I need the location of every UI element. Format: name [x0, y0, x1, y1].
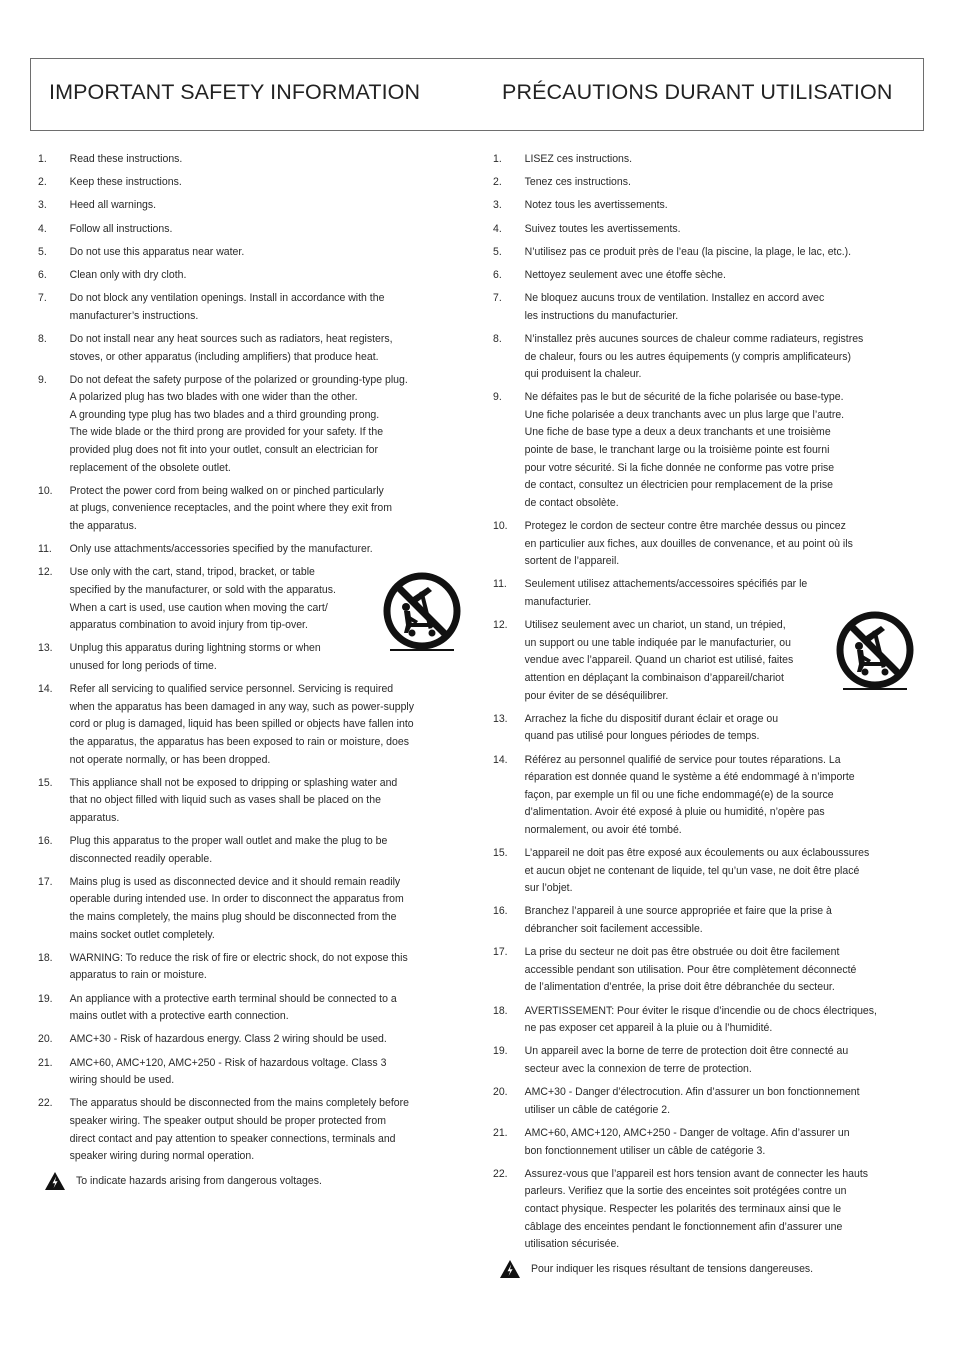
item-number: 1. [493, 153, 502, 165]
item-number: 3. [493, 199, 502, 212]
item-text [525, 903, 914, 938]
item-text-line: WARNING: To reduce the risk of fire or electric shock, do not expose this [69, 951, 408, 964]
item-text-line: Unplug this apparatus during lightning storms or when [69, 642, 321, 655]
item-text-line: Un appareil avec la borne de terre de protection doit être connecté au [524, 1045, 849, 1058]
item-number: 14. [38, 683, 53, 696]
item-text-line: pointe de base, le tranchant large ou la troisième pointe est fourni [524, 444, 830, 457]
item-text-line: A grounding type plug has two blades and a third grounding prong. [69, 408, 380, 421]
list-item [493, 845, 913, 898]
list-item [493, 1166, 913, 1254]
list-item [38, 483, 458, 536]
list-item [493, 1003, 913, 1038]
list-item [493, 267, 913, 285]
item-text-line: Plug this apparatus to the proper wall outlet and make the plug to be [69, 835, 388, 848]
item-text-line: speaker wiring. The speaker output should be proper protected from [69, 1114, 386, 1127]
item-number: 15. [493, 847, 508, 860]
list-item [493, 576, 913, 611]
english-voltage-warning [38, 1171, 458, 1197]
item-text-line: sortent de l’appareil. [524, 555, 620, 568]
item-text-line: ne pas exposer cet appareil à la pluie ou à l’humidité. [524, 1022, 773, 1035]
item-text [70, 174, 459, 192]
page-title-french: PRÉCAUTIONS DURANT UTILISATION [502, 80, 893, 104]
item-text-line: the apparatus. [69, 520, 137, 533]
item-text [525, 1043, 914, 1078]
item-text-line: LISEZ ces instructions. [524, 153, 633, 165]
list-item [493, 389, 913, 512]
item-number: 11. [493, 578, 507, 591]
item-text-line: AMC+60, AMC+120, AMC+250 - Danger de voltage. Afin d’assurer un [524, 1126, 850, 1139]
item-number: 8. [38, 332, 47, 345]
item-text [70, 681, 459, 769]
item-text [70, 290, 459, 325]
list-item [38, 244, 458, 262]
item-text-line: the mains completely, the mains plug should be disconnected from the [69, 911, 397, 924]
item-text-line: Mains plug is used as disconnected device and it should remain readily [69, 875, 401, 888]
item-number: 3. [38, 199, 47, 212]
list-item [38, 541, 458, 559]
item-text-line: The apparatus should be disconnected from the mains completely before [69, 1097, 409, 1110]
item-text-line: câblage des enceintes pendant le fonctionnement afin d’assurer une [524, 1220, 843, 1233]
item-text-line: de l’alimentation d’entrée, la prise doit être débranchée du secteur. [524, 981, 835, 994]
item-text-line: N’utilisez pas ce produit près de l’eau (la piscine, la plage, le lac, etc.). [524, 245, 852, 258]
item-number: 11. [38, 543, 52, 556]
item-number: 2. [38, 176, 47, 189]
item-text-line: operable during intended use. In order to disconnect the apparatus from [69, 893, 404, 906]
item-text-line: apparatus to rain or moisture. [69, 969, 207, 982]
list-item [493, 290, 913, 325]
item-text-line: An appliance with a protective earth terminal should be connected to a [69, 992, 397, 1005]
list-item [493, 1084, 913, 1119]
list-item [38, 950, 458, 985]
item-text [70, 541, 459, 559]
list-item [38, 1055, 458, 1090]
item-text-line: utilisation sécurisée. [524, 1238, 620, 1251]
item-text-line: Protect the power cord from being walked on or pinched particularly [69, 484, 384, 497]
item-text [525, 1084, 914, 1119]
english-instruction-list [38, 151, 458, 1166]
list-item [493, 197, 913, 215]
item-text [525, 174, 914, 192]
item-text-line: normalement, ou avoir été tombé. [524, 823, 682, 836]
item-number: 8. [493, 332, 502, 345]
item-text-line: accessible pendant son utilisation. Pour être complètement déconnecté [524, 963, 857, 976]
item-text-line: AMC+30 - Danger d’électrocution. Afin d’assurer un bon fonctionnement [524, 1086, 860, 1099]
item-number: 1. [38, 153, 47, 165]
list-item [38, 221, 458, 239]
item-number: 19. [493, 1045, 508, 1058]
item-text-line: when the apparatus has been damaged in any way, such as power-supply [69, 700, 415, 713]
item-text-line: d’alimentation. Avoir été exposé à pluie ou humidité, n’opère pas [524, 806, 825, 819]
item-text [525, 290, 914, 325]
french-instruction-list [493, 151, 913, 1254]
item-text [70, 221, 459, 239]
item-text-line: wiring should be used. [69, 1074, 175, 1087]
item-text-line: mains socket outlet completely. [69, 928, 215, 941]
item-number: 5. [493, 245, 502, 258]
item-text-line: This appliance shall not be exposed to dripping or splashing water and [69, 776, 398, 789]
item-text [525, 711, 914, 746]
item-text [70, 1031, 459, 1049]
item-text-line: stoves, or other apparatus (including amplifiers) that produce heat. [69, 350, 379, 363]
item-text-line: utiliser un câble de catégorie 2. [524, 1103, 671, 1116]
item-text-line: apparatus combination to avoid injury from tip-over. [69, 619, 308, 632]
item-text-line: Référez au personnel qualifié de service pour toutes réparations. La [524, 753, 841, 766]
item-number: 21. [38, 1056, 53, 1069]
item-number: 13. [493, 712, 508, 725]
item-number: 13. [38, 642, 53, 655]
item-text-line: Assurez-vous que l’appareil est hors tension avant de connecter les hauts [524, 1167, 869, 1180]
item-text [70, 991, 459, 1026]
item-text [70, 151, 459, 169]
item-text-line: Notez tous les avertissements. [524, 199, 668, 212]
item-text-line: bon fonctionnement utiliser un câble de catégorie 3. [524, 1144, 766, 1157]
item-text-line: Une fiche polarisée a deux tranchants avec un plus large que l’autre. [524, 408, 845, 421]
item-text-line: façon, par exemple un fil ou une fiche endommagé(e) de la source [524, 788, 834, 801]
item-text-line: de contact, consultez un électricien pour remplacement de la prise [524, 479, 833, 492]
item-text-line: not operate normally, or has been dropped. [69, 753, 271, 766]
page-title-english: IMPORTANT SAFETY INFORMATION [49, 80, 421, 104]
item-number: 4. [493, 222, 502, 235]
item-text-line: direct contact and pay attention to speaker connections, terminals and [69, 1132, 396, 1145]
list-item [493, 174, 913, 192]
item-number: 14. [493, 753, 508, 766]
item-text [525, 267, 914, 285]
item-number: 12. [493, 619, 508, 632]
item-text-line: qui produisent la chaleur. [524, 368, 642, 381]
item-text-line: contact physique. Respecter les polarités des terminaux ainsi que le [524, 1202, 842, 1215]
list-item [38, 775, 458, 828]
item-text-line: Only use attachments/accessories specified by the manufacturer. [69, 543, 373, 556]
item-text [525, 151, 914, 169]
list-item [493, 331, 913, 384]
item-text-line: pour éviter de se déséquilibrer. [524, 689, 669, 702]
item-number: 15. [38, 776, 53, 789]
item-text-line: that no object filled with liquid such as vases shall be placed on the [69, 794, 381, 807]
list-item [38, 874, 458, 944]
item-text-line: manufacturier. [524, 596, 592, 608]
item-text [70, 197, 459, 215]
item-text [525, 221, 914, 239]
item-text [70, 483, 459, 536]
list-item [38, 372, 458, 478]
item-text-line: réparation est donnée quand le système a été endommagé à n’importe [524, 771, 855, 784]
item-number: 20. [38, 1033, 53, 1046]
list-item [493, 151, 913, 169]
item-number: 4. [38, 222, 47, 235]
item-number: 18. [38, 951, 53, 964]
english-column [38, 151, 458, 1197]
item-text-line: Nettoyez seulement avec une étoffe sèche. [524, 268, 726, 281]
list-item [38, 151, 458, 169]
item-text [525, 576, 914, 611]
item-number: 16. [493, 905, 508, 918]
item-text [70, 874, 459, 944]
item-text-line: AMC+30 - Risk of hazardous energy. Class 2 wiring should be used. [69, 1033, 387, 1046]
item-number: 21. [493, 1126, 508, 1139]
high-voltage-warning-icon [499, 1259, 521, 1279]
item-text-line: un support ou une table indiquée par le manufacturier, ou [524, 636, 791, 649]
item-text-line: Heed all warnings. [69, 199, 157, 212]
item-number: 12. [38, 566, 53, 579]
item-number: 6. [38, 268, 47, 281]
item-number: 6. [493, 268, 502, 281]
item-text-line: Ne bloquez aucuns troux de ventilation. Installez en accord avec [524, 292, 825, 305]
item-text [525, 845, 914, 898]
item-text-line: Suivez toutes les avertissements. [524, 222, 681, 235]
item-text-line: N’installez près aucunes sources de chaleur comme radiateurs, registres [524, 332, 864, 345]
item-text-line: Ne défaites pas le but de sécurité de la fiche polarisée ou base-type. [524, 391, 844, 404]
item-text-line: La prise du secteur ne doit pas être obstruée ou doit être facilement [524, 946, 840, 959]
item-text-line: débrancher soit facilement accessible. [524, 923, 703, 936]
item-text-line: Clean only with dry cloth. [69, 268, 187, 281]
item-text-line: et aucun objet ne contenant de liquide, tel qu’un vase, ne doit être placé [524, 864, 860, 877]
list-item [38, 174, 458, 192]
item-text-line: en particulier aux fiches, aux douilles de convenance, et au point où ils [524, 537, 853, 550]
item-text [70, 833, 459, 868]
item-text-line: AMC+60, AMC+120, AMC+250 - Risk of hazardous voltage. Class 3 [69, 1056, 387, 1069]
item-text-line: Branchez l’appareil à une source appropriée et faire que la prise à [524, 905, 832, 918]
item-text [70, 244, 459, 262]
item-number: 16. [38, 835, 53, 848]
list-item [493, 711, 913, 746]
item-text-line: unused for long periods of time. [69, 659, 217, 672]
item-text [70, 372, 459, 478]
item-text-line: de chaleur, fours ou les autres équipements (y compris amplificateurs) [524, 350, 852, 363]
list-item [38, 833, 458, 868]
item-text-line: Une fiche de base type a deux a deux tranchants et une troisième [524, 426, 831, 439]
item-text-line: Do not use this apparatus near water. [69, 245, 245, 258]
item-text-line: Utilisez seulement avec un chariot, un stand, un trépied, [524, 619, 786, 632]
high-voltage-warning-icon [44, 1171, 66, 1191]
item-text-line: vendue avec l’appareil. Quand un chariot est utilisé, faites [524, 654, 794, 667]
item-text-line: pour votre sécurité. Si la fiche donnée ne conforme pas votre prise [524, 461, 835, 474]
item-text-line: Tenez ces instructions. [524, 176, 631, 189]
item-number: 2. [493, 176, 502, 189]
item-number: 9. [493, 391, 502, 404]
list-item [38, 197, 458, 215]
list-item [38, 331, 458, 366]
item-text-line: disconnected readily operable. [69, 852, 213, 865]
list-item [493, 244, 913, 262]
list-item [38, 290, 458, 325]
item-text-line: AVERTISSEMENT: Pour éviter le risque d’incendie ou de chocs électriques, [524, 1004, 877, 1017]
item-text-line: cord or plug is damaged, liquid has been spilled or objects have fallen into [69, 718, 414, 731]
item-text [525, 1003, 914, 1038]
list-item [493, 1043, 913, 1078]
item-text-line: apparatus. [69, 811, 120, 824]
list-item [493, 903, 913, 938]
item-text [70, 775, 459, 828]
item-text-line: Keep these instructions. [69, 176, 182, 189]
item-text [70, 331, 459, 366]
item-text [70, 1055, 459, 1090]
warning-note: Pour indiquer les risques résultant de tensions dangereuses. [531, 1263, 814, 1276]
item-text [70, 267, 459, 285]
item-text-line: Do not install near any heat sources such as radiators, heat registers, [69, 332, 393, 345]
item-number: 9. [38, 373, 47, 386]
list-item [38, 991, 458, 1026]
item-number: 19. [38, 992, 53, 1005]
item-text-line: Protegez le cordon de secteur contre être marchée dessus ou pincez [524, 520, 846, 533]
item-text [525, 331, 914, 384]
item-text-line: Follow all instructions. [69, 222, 173, 235]
french-voltage-warning [493, 1259, 913, 1285]
item-text-line: manufacturer’s instructions. [69, 309, 199, 322]
item-text-line: the apparatus, the apparatus has been exposed to rain or moisture, does [69, 735, 409, 748]
item-number: 17. [38, 875, 53, 888]
item-text [70, 1095, 459, 1165]
item-text [525, 752, 914, 840]
list-item [38, 1031, 458, 1049]
item-text [525, 197, 914, 215]
item-text-line: sur l’objet. [524, 882, 573, 895]
list-item [493, 221, 913, 239]
item-text-line: Seulement utilisez attachements/accessoires spécifiés par le [524, 578, 808, 591]
item-text-line: Do not block any ventilation openings. Install in accordance with the [69, 292, 385, 305]
item-text-line: specified by the manufacturer, or sold with the apparatus. [69, 584, 336, 596]
item-number: 7. [38, 292, 47, 305]
item-number: 22. [38, 1097, 53, 1110]
item-text-line: replacement of the obsolete outlet. [69, 461, 231, 474]
item-text-line: Refer all servicing to qualified service personnel. Servicing is required [69, 683, 394, 696]
item-text-line: speaker wiring during normal operation. [69, 1150, 255, 1163]
cart-tip-over-warning-icon [380, 571, 464, 655]
item-number: 5. [38, 245, 47, 258]
item-text-line: quand pas utilisé pour longues périodes de temps. [524, 730, 760, 743]
item-number: 7. [493, 292, 502, 305]
item-text-line: L’appareil ne doit pas être exposé aux écoulements ou aux éclaboussures [524, 847, 870, 860]
list-item [493, 518, 913, 571]
item-text [70, 950, 459, 985]
item-number: 22. [493, 1167, 508, 1180]
list-item [493, 752, 913, 840]
list-item [493, 1125, 913, 1160]
item-text-line: Use only with the cart, stand, tripod, bracket, or table [69, 566, 315, 579]
item-text [525, 518, 914, 571]
item-number: 10. [493, 520, 508, 533]
item-text-line: les instructions du manufacturier. [524, 309, 679, 322]
item-text-line: provided plug does not fit into your outlet, consult an electrician for [69, 444, 378, 457]
item-text-line: de contact obsolète. [524, 496, 619, 509]
list-item [38, 1095, 458, 1165]
item-text-line: The wide blade or the third prong are provided for your safety. If the [69, 426, 384, 439]
list-item [493, 944, 913, 997]
item-text-line: mains outlet with a protective earth connection. [69, 1010, 289, 1023]
item-number: 17. [493, 946, 508, 959]
item-text-line: Read these instructions. [69, 153, 183, 165]
item-text [525, 1166, 914, 1254]
item-text-line: Arrachez la fiche du dispositif durant éclair et orage ou [524, 712, 779, 725]
item-text-line: attention en déplaçant la combinaison d’appareil/chariot [524, 671, 784, 684]
item-text [525, 244, 914, 262]
item-text-line: secteur avec la connexion de terre de protection. [524, 1063, 752, 1075]
item-text [525, 944, 914, 997]
item-text-line: at plugs, convenience receptacles, and the point where they exit from [69, 502, 392, 515]
item-number: 20. [493, 1086, 508, 1099]
item-text-line: A polarized plug has two blades with one wider than the other. [69, 391, 358, 404]
list-item [38, 681, 458, 769]
warning-note: To indicate hazards arising from dangerous voltages. [76, 1175, 322, 1188]
item-text [525, 389, 914, 512]
item-number: 18. [493, 1004, 508, 1017]
french-column [493, 151, 913, 1285]
cart-tip-over-warning-icon [833, 610, 917, 694]
item-text [525, 1125, 914, 1160]
item-text-line: parleurs. Verifiez que la sortie des enceintes soit protégées contre un [524, 1185, 847, 1198]
item-text-line: When a cart is used, use caution when moving the cart/ [69, 601, 328, 614]
item-number: 10. [38, 484, 53, 497]
item-text-line: Do not defeat the safety purpose of the polarized or grounding-type plug. [69, 373, 408, 386]
list-item [38, 267, 458, 285]
